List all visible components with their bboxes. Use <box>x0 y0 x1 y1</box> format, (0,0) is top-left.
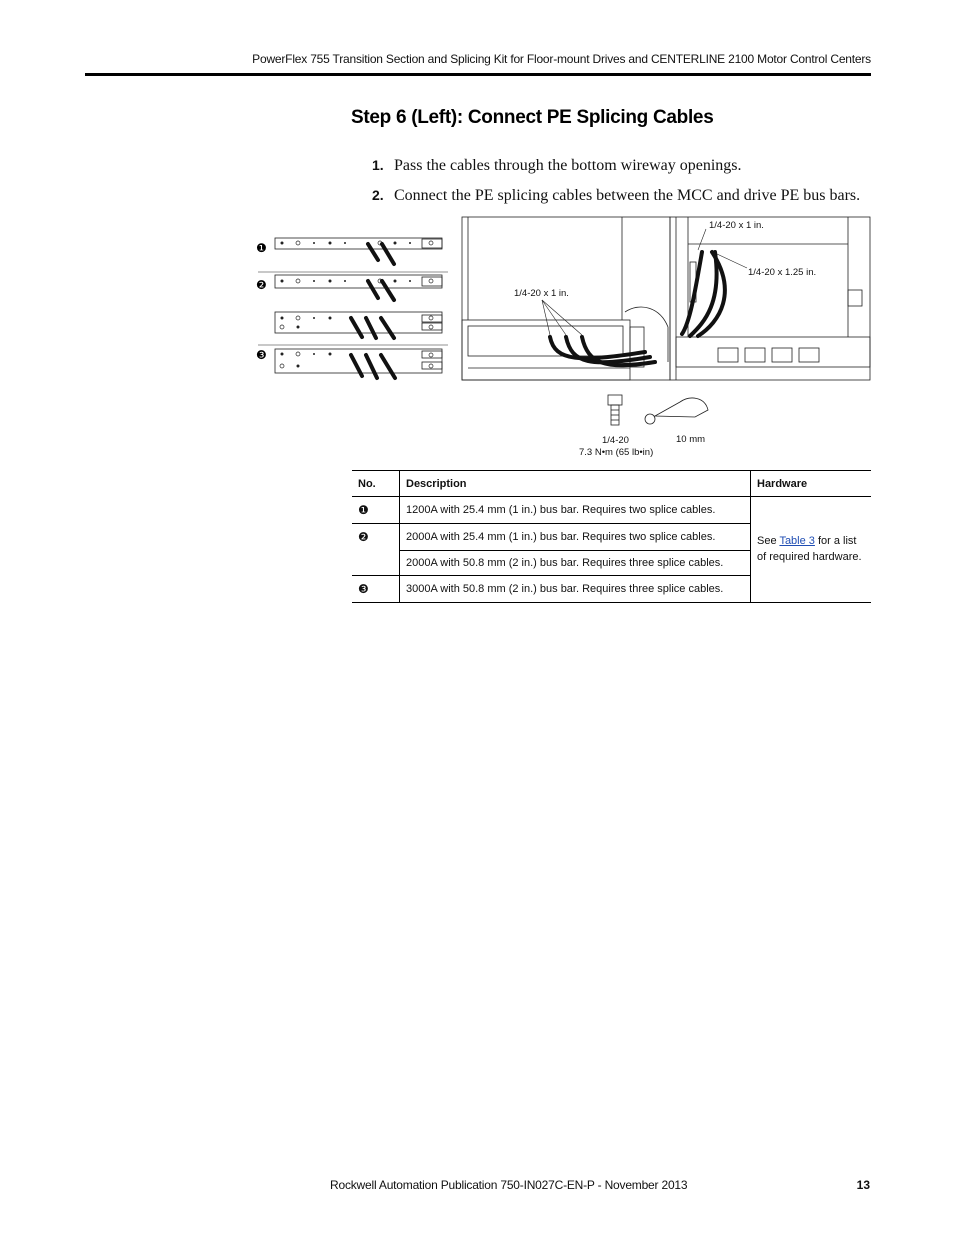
step-number: 2. <box>372 187 384 203</box>
label-bolt-size: 1/4-20 <box>602 435 629 446</box>
hardware-suffix: for a list of required hardware. <box>757 535 862 564</box>
pe-splicing-figure <box>250 212 875 467</box>
label-bolt-125in: 1/4-20 x 1.25 in. <box>748 267 817 278</box>
page-number: 13 <box>856 1178 870 1192</box>
marker-2: ❷ <box>256 278 267 292</box>
header-description: Description <box>400 471 751 497</box>
wrench-icon <box>645 398 708 424</box>
publication-footer: Rockwell Automation Publication 750-IN027C-EN-P - November 2013 <box>330 1178 688 1192</box>
label-bolt-1in-right: 1/4-20 x 1 in. <box>709 220 764 231</box>
label-bolt-1in-left: 1/4-20 x 1 in. <box>514 288 569 299</box>
running-header: PowerFlex 755 Transition Section and Splicing Kit for Floor-mount Drives and CENTERLINE 2100 Motor Control Centers <box>252 52 871 66</box>
step-text: Connect the PE splicing cables between the MCC and drive PE bus bars. <box>394 187 861 204</box>
header-no: No. <box>352 471 400 497</box>
row-description: 1200A with 25.4 mm (1 in.) bus bar. Requires two splice cables. <box>400 497 751 524</box>
label-torque: 7.3 N•m (65 lb•in) <box>579 447 654 458</box>
table-row <box>352 497 871 524</box>
step-list <box>372 155 872 215</box>
hardware-prefix: See <box>757 535 780 548</box>
row-description: 2000A with 50.8 mm (2 in.) bus bar. Requires three splice cables. <box>400 550 751 575</box>
row-description: 3000A with 50.8 mm (2 in.) bus bar. Requires three splice cables. <box>400 575 751 602</box>
pe-splicing-illustration <box>250 212 875 462</box>
drive-cabinet <box>670 217 870 380</box>
label-wrench-size: 10 mm <box>676 434 706 445</box>
section-heading: Step 6 (Left): Connect PE Splicing Cables <box>351 107 714 128</box>
row-number <box>352 550 400 575</box>
table-3-link[interactable]: Table 3 <box>779 535 815 548</box>
step-item <box>372 155 872 185</box>
marker-3: ❸ <box>256 348 267 362</box>
step-item <box>372 185 872 215</box>
step-text: Pass the cables through the bottom wireway openings. <box>394 157 742 174</box>
marker-1: ❶ <box>256 241 267 255</box>
row-number: ❶ <box>352 497 400 524</box>
row-number: ❷ <box>358 530 369 544</box>
row-description: 2000A with 25.4 mm (1 in.) bus bar. Requires two splice cables. <box>400 524 751 551</box>
table-header-row <box>352 471 871 497</box>
hardware-table <box>352 470 871 603</box>
bolt-icon <box>608 395 622 425</box>
header-hardware: Hardware <box>751 471 872 497</box>
row-number: ❸ <box>352 575 400 602</box>
step-number: 1. <box>372 157 384 173</box>
hardware-cell <box>751 497 872 603</box>
header-rule <box>85 73 871 76</box>
